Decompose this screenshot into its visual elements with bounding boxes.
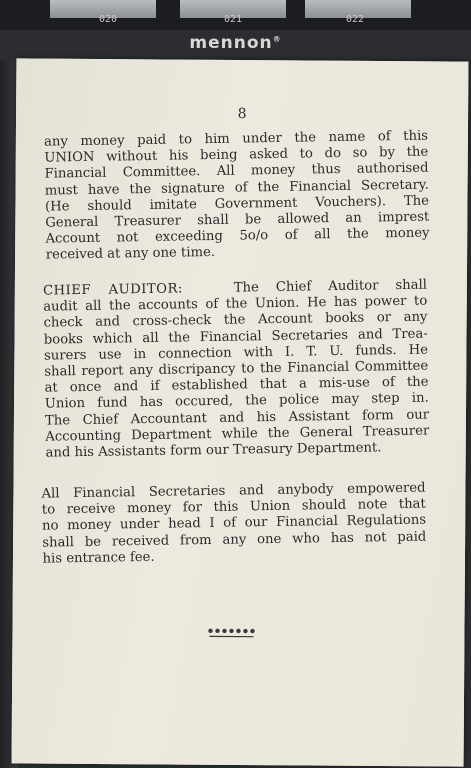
text-line: The Chief Accountant and his Assistant form our [44, 407, 430, 429]
text-line: Financial Committee. All money thus authorised [44, 160, 429, 183]
film-strip [0, 0, 471, 30]
text-line: (He should imitate Government Vouchers). The [44, 193, 430, 215]
text-line: audit all the accounts of the Union. He has power to [43, 293, 428, 315]
heading-continuation: The Chief Auditor shall [233, 277, 428, 296]
text-line: General Treasurer shall be allowed an imprest [45, 209, 430, 231]
page-number: 8 [237, 105, 247, 123]
text-line: shall be received from any one who has not paid [42, 529, 427, 551]
text-line: to receive money for this Union should note that [41, 496, 426, 518]
paragraph-financial-secretaries [41, 481, 426, 568]
printer-mark-icon [206, 627, 256, 641]
text-line: and his Assistants form our Treasury Department. [45, 440, 382, 461]
text-line: must have the signature of the Financial Secretary. [44, 177, 429, 199]
frame-number: 021 [223, 14, 243, 25]
text-line: Account not exceeding 5o/o of all the money [45, 225, 430, 247]
text-line: UNION without his being asked to do so by the [44, 144, 429, 166]
text-line: no money under head I of our Financial Regulations [41, 512, 427, 535]
paragraph-treasurer [44, 129, 430, 265]
text-line: received at any one time. [45, 245, 216, 264]
viewer-brand: mennon® [189, 33, 282, 53]
section-heading: CHIEF AUDITOR: [42, 281, 184, 299]
text-line: any money paid to him under the name of this [43, 128, 429, 150]
text-line: his entrance fee. [42, 549, 155, 567]
paragraph-chief-auditor [43, 278, 430, 462]
text-line: check and cross-check the Account books or any [43, 309, 428, 332]
document-page [12, 58, 469, 766]
text-line: Union fund has occured, the police may step in. [44, 390, 429, 413]
text-line: Accounting Department while the General Treasurer [45, 423, 430, 445]
text-line: shall report any discripancy to the Financial Committee [44, 358, 429, 380]
frame-number: 022 [345, 14, 365, 25]
text-line: at once and if established that a mis-use of the [44, 374, 429, 396]
frame-number: 020 [98, 14, 118, 25]
text-line: books which all the Financial Secretaries and Trea- [43, 326, 428, 348]
text-line: surers use in connection with I. T. U. funds. He [43, 342, 429, 364]
text-line: All Financial Secretaries and anybody empowered [41, 480, 426, 502]
